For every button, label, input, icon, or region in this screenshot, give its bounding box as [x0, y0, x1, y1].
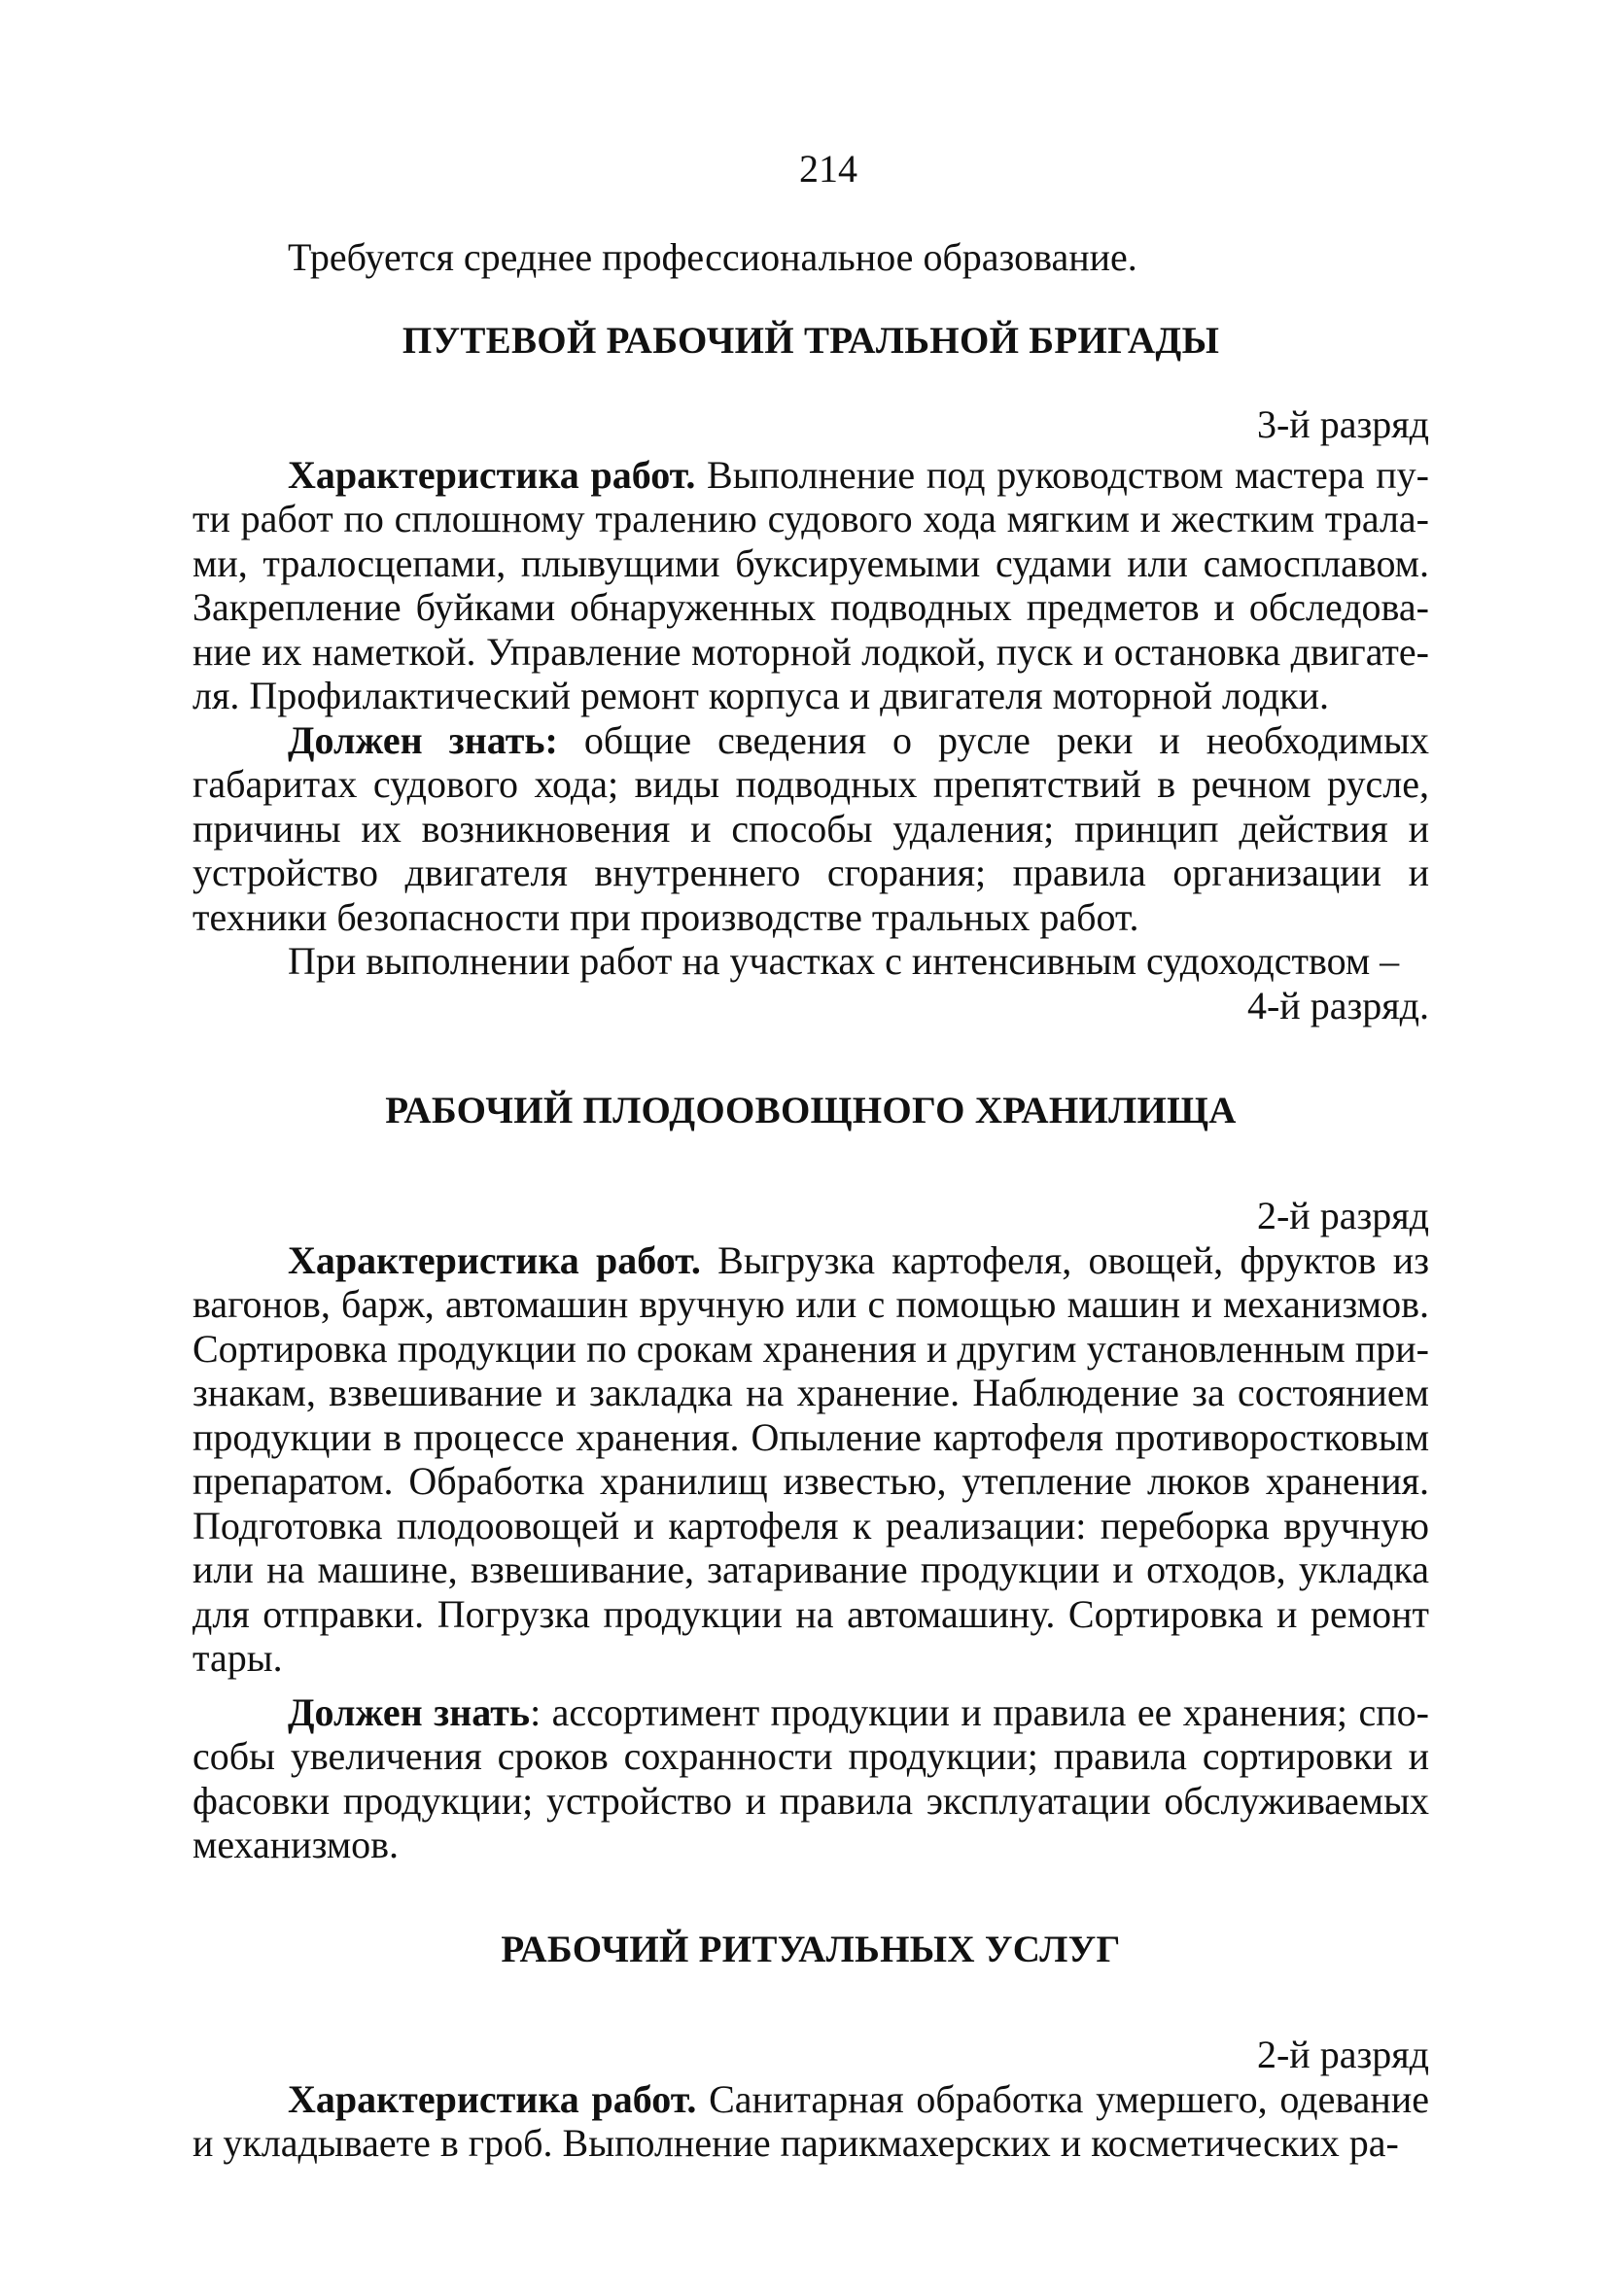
section-grade-ritual-services: 2-й разряд [1256, 2032, 1429, 2076]
work-characteristics-text: Санитарная обработка умершего, одевание и укладываете в гроб. Выполнение парикмахерских и косметических ра- [192, 2076, 1430, 2165]
work-characteristics-label: Характеристика работ. [288, 2076, 697, 2121]
page-number: 214 [799, 147, 857, 191]
must-know-label: Должен знать [288, 1689, 531, 1734]
must-know-trawl-brigade [192, 718, 1429, 940]
work-characteristics-text: Выгрузка картофеля, овощей, фруктов из вагонов, барж, автомашин вручную или с помощью машин и механизмов. Сортировка продукции по срокам хранения и другим установленным признакам, взвешивание и закладка на хранение. Наблюдение за состоянием продукции в процессе хранения. Опыление картофеля противоростковым препаратом. Обработка хранилищ известью, утепление люков хранения. Подготовка плодоовощей и картофеля к реализации: переборка вручную или на машине, взвешивание, затаривание продукции и отходов, укладка для отправки. Погрузка продукции на автомашину. Сортировка и ремонт тары. [192, 1237, 1429, 1680]
work-characteristics-text: Выполнение под руководством мастера пути работ по сплошному тралению судового хода мягким и жестким тралами, тралосцепами, плывущими буксируемыми судами или самосплавом. Закрепление буйками обнаруженных подводных предметов и обследование их наметкой. Управление моторной лодкой, пуск и остановка двигателя. Профилактический ремонт корпуса и двигателя моторной лодки. [192, 452, 1429, 717]
work-characteristics-trawl-brigade [192, 453, 1429, 718]
section-title-trawl-brigade: ПУТЕВОЙ РАБОЧИЙ ТРАЛЬНОЙ БРИГАДЫ [402, 319, 1220, 362]
must-know-text: : ассортимент продукции и правила ее хранения; способы увеличения сроков сохранности продукции; правила сортировки и фасовки продукции; устройство и правила эксплуатации обслуживаемых механизмов. [192, 1689, 1429, 1866]
must-know-fruit-storage [192, 1690, 1429, 1867]
document-page [192, 146, 1429, 2166]
work-characteristics-label: Характеристика работ. [288, 452, 696, 497]
must-know-label: Должен знать: [288, 717, 558, 762]
work-characteristics-ritual-services [192, 2077, 1429, 2166]
work-characteristics-fruit-storage [192, 1238, 1429, 1681]
extra-condition-trawl-brigade: При выполнении работ на участках с интенсивным судоходством – [288, 939, 1400, 983]
section-title-fruit-storage: РАБОЧИЙ ПЛОДООВОЩНОГО ХРАНИЛИЩА [385, 1089, 1237, 1131]
must-know-text: общие сведения о русле реки и необходимых габаритах судового хода; виды подводных препятствий в речном русле, причины их возникновения и способы удаления; принцип действия и устройство двигателя внутреннего сгорания; правила организации и техники безопасности при производстве тральных работ. [192, 717, 1429, 939]
section-title-ritual-services: РАБОЧИЙ РИТУАЛЬНЫХ УСЛУГ [501, 1928, 1121, 1970]
section-grade-trawl-brigade: 3-й разряд [1256, 401, 1429, 446]
section-grade-fruit-storage: 2-й разряд [1256, 1193, 1429, 1237]
work-characteristics-label: Характеристика работ. [288, 1237, 701, 1282]
intro-line: Требуется среднее профессиональное образование. [288, 235, 1137, 279]
extra-grade-trawl-brigade: 4-й разряд. [1246, 983, 1429, 1027]
